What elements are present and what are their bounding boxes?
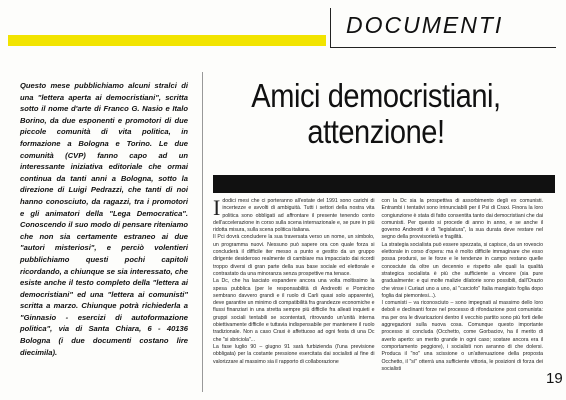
- drop-cap: I: [213, 198, 221, 220]
- body-paragraph: Idodici mesi che ci porteranno all'estate del 1991 sono carichi di incertezze e avvolti di ambiguità. Tutti i settori della nostra vita politica sono obbligati ad affrontare il presente tenendo conto dell'accelerazione in corso sulla scena internazionale e, se pure in più ridotta misura, sulla scena politica italiana.: [213, 198, 375, 234]
- column-divider: [202, 72, 203, 392]
- section-header-rule: [330, 47, 556, 48]
- body-column-1: [213, 198, 375, 394]
- page-number: 19: [546, 370, 563, 387]
- article-body: [213, 198, 543, 394]
- headline-line-1: Amici democristiani,: [251, 77, 501, 114]
- intro-text: Questo mese pubblichiamo alcuni stralci di una "lettera aperta ai democristiani", scritta sotto il nome d'arte di Franco G. Nasio e Italo Borino, da due esponenti e promotori di due piccole comunità di vita politica, in formazione a Bologna e Torino. Le due comunità (CVP) fanno capo ad un interessante iniziativa editoriale che ormai continua da tanti anni a Bologna, sotto la direzione di Luigi Pedrazzi, che tanti di noi hanno conosciuto, da ragazzi, tra i promotori e gli animatori della "Lega Democratica". Conoscendo il suo modo di pensare riteniamo che non sia certamente estraneo ai due "autori misteriosi", e perciò volentieri pubblichiamo questi pochi capitoli ricordando, a chiunque se sia interessato, che esiste anche il testo completo della "lettera ai democristiani" ed una "lettera ai comunisti" scritta a marzo. Chiunque potrà richiederla a "Ginnasio - esercizi di autoformazione politica", via di Santa Chiara, 6 - 40136 Bologna (i due documenti costano lire diecimila).: [20, 81, 188, 357]
- body-paragraph: I comunisti – va riconosciuto – sono impegnati al massimo dello loro deboli e declinanti forze nel processo di rifondazione post comunista: ma per ora le divaricazioni dentro il vecchio partito sono più forti delle aggregazioni sulla nuova cosa. Comunque questo importante processo si concluda (Occhetto, come Gorbaciov, ha il merito di averlo aperto: un merito grande in ogni caso; sostare ancora era il comportamento peggiore), i socialisti non avranno di che dolersi. Produca il "no" una scissione o un'attenuazione della proposta Occhetto, il "sì" otterrà una sufficiente vittoria, le posizioni di forza dei socialisti: [381, 300, 543, 372]
- intro-column: [20, 80, 188, 358]
- body-column-2: [382, 198, 544, 394]
- body-paragraph: La Dc, che ha lasciato espandere ancora una volta moltissimo la spesa pubblica (per le responsabilità di Andreotti e Pomicino sembrano davvero grandi e il ruolo di Carli quasi solo apparente), deve garantire un minimo di compatibilità fra grandezze economiche e flussi finanziari in una stretta sempre più difficile fra alleati inquieti e gruppi sociali tentabili se scontentati, ritrovando un'unità interna obiettivamente difficile e tuttavia indispensabile per mantenere il ruolo tradizionale. Non a caso Craxi è affettuoso ad ogni festa di una Dc che "si sbriciola"...: [213, 278, 375, 343]
- section-title: DOCUMENTI: [346, 12, 504, 38]
- yellow-header-bar: [8, 35, 326, 46]
- body-paragraph: Il Pci dovrà concludere la sua traversata verso un nome, un simbolo, un programma nuovi. Nessuno può sapere ora con quale forza si concluderà il difficile iter messo a punto e gestito da un gruppo dirigente desideroso realmente di cambiare ma impacciato dai ricordi troppo diversi di gran parte della sua base sociale ed elettorale e contrastato da una minoranza senza prospettive ma tenace.: [213, 234, 375, 277]
- headline-line-2: attenzione!: [307, 113, 445, 150]
- article-headline: [226, 78, 525, 150]
- body-paragraph: La strategia socialista può essere spezzata, si capisce, da un rovescio elettorale in corso d'opera: ma è molto difficile immaginare che esso possa prodursi, se le forze e le tendenze in campo restano quelle conosciute da oltre un decennio e rispetto alle quali la qualità strategica socialista è più che sufficiente a vincere (sia pure gradualmente: e qui molte malizie dilatorie sono possibili, dall'Orazio che vinse i Curiazi uno a uno, al "carciofo" Italia mangiato foglia dopo foglia dai piemontesi...).: [381, 241, 543, 299]
- headline-black-bar: [213, 175, 555, 193]
- body-paragraph: La fase luglio 90 – giugno 91 sarà furbizienda (l'una previsione obbligata) per la costante pressione esercitata dai socialisti al fine di valorizzare al massimo sia il rapporto di collaborazione: [213, 343, 375, 365]
- body-paragraph: con la Dc sia la prospettiva di assorbimento degli ex comunisti. Entrambi i tentativi sono irrinunciabili per il Psi di Craxi. Finora la loro congiunzione è stata di fatto consentita tanto dai democristiani che dai comunisti. Per questo si procede di anno in anno, e se anche il governo Andreotti è di "legislatura", la sua durata deve restare nel segno della provvisorietà e fragilità.: [381, 198, 543, 241]
